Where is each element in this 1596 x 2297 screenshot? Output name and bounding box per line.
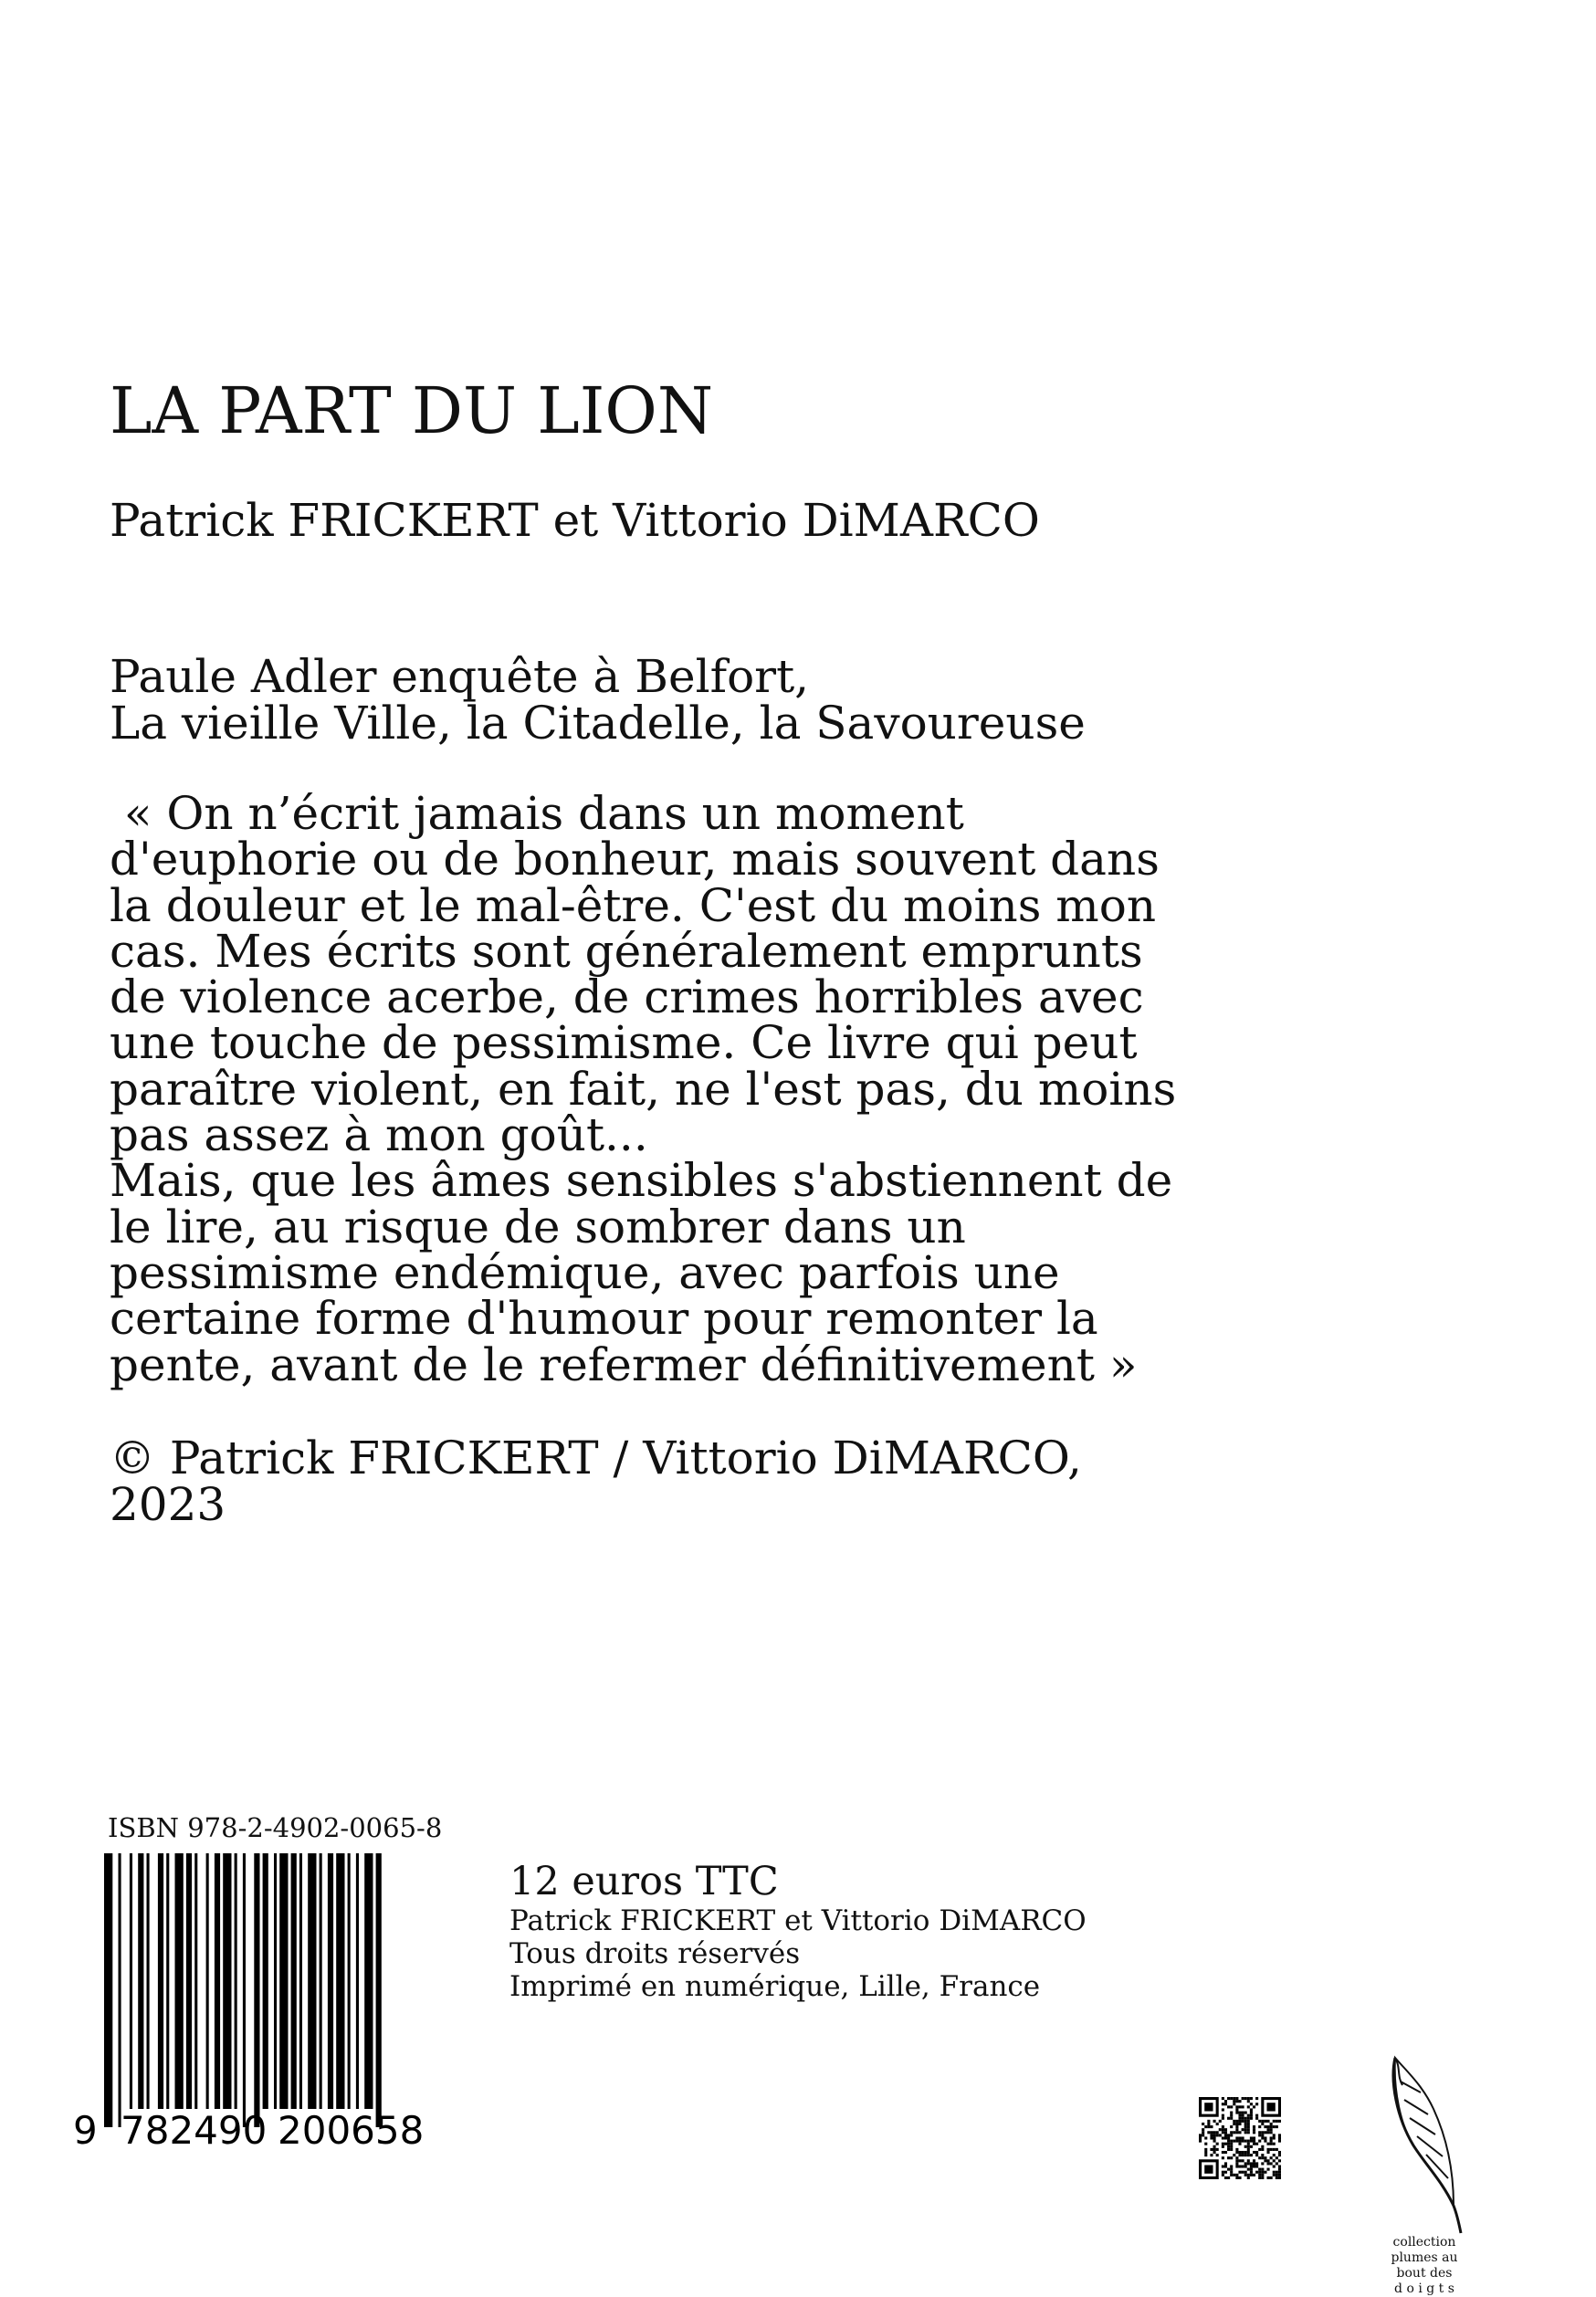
intro-line: La vieille Ville, la Citadelle, la Savoureuse (110, 697, 1086, 750)
blurb-line: pas assez à mon goût... (110, 1108, 648, 1162)
copyright-line: 2023 (110, 1478, 226, 1531)
collection-line: d o i g t s (1394, 2281, 1454, 2296)
blurb-line: cas. Mes écrits sont généralement emprunts (110, 924, 1143, 978)
info-line: Patrick FRICKERT et Vittorio DiMARCO (509, 1904, 1087, 1937)
blurb-line: pessimisme endémique, avec parfois une (110, 1245, 1060, 1299)
book-title: LA PART DU LION (110, 373, 714, 448)
qr-code-icon (1199, 2097, 1281, 2179)
blurb-line: certaine forme d'humour pour remonter la (110, 1292, 1098, 1346)
intro-text (110, 650, 1086, 750)
collection-line: plumes au (1391, 2250, 1458, 2265)
barcode-digits-right: 200658 (278, 2108, 425, 2153)
blurb-line: une touche de pessimisme. Ce livre qui peut (110, 1016, 1138, 1070)
barcode-icon (68, 1853, 451, 2164)
intro-line: Paule Adler enquête à Belfort, (110, 650, 810, 703)
collection-line: collection (1392, 2235, 1456, 2250)
blurb-line: le lire, au risque de sombrer dans un (110, 1200, 966, 1253)
price: 12 euros TTC (509, 1859, 779, 1904)
info-line: Imprimé en numérique, Lille, France (509, 1970, 1041, 2003)
blurb-line: Mais, que les âmes sensibles s'abstiennent de (110, 1154, 1173, 1208)
blurb-quote (110, 787, 1177, 1391)
info-line: Tous droits réservés (509, 1937, 801, 1970)
blurb-line: d'euphorie ou de bonheur, mais souvent dans (110, 833, 1160, 886)
copyright-notice (110, 1432, 1082, 1531)
copyright-line: © Patrick FRICKERT / Vittorio DiMARCO, (110, 1432, 1082, 1484)
isbn-label: ISBN 978-2-4902-0065-8 (108, 1812, 443, 1843)
barcode-digit-first: 9 (73, 2108, 98, 2153)
collection-logo-text (1370, 2235, 1479, 2297)
blurb-line: la douleur et le mal-être. C'est du moins mon (110, 878, 1157, 932)
blurb-line: pente, avant de le refermer définitivement » (110, 1337, 1138, 1391)
blurb-line: « On n’écrit jamais dans un moment (110, 787, 964, 840)
feather-icon (1370, 2045, 1479, 2246)
blurb-line: paraître violent, en fait, ne l'est pas, du moins (110, 1062, 1177, 1116)
barcode-digits-left: 782490 (121, 2108, 268, 2153)
collection-line: bout des (1396, 2266, 1453, 2281)
blurb-line: de violence acerbe, de crimes horribles avec (110, 970, 1144, 1024)
publisher-info (509, 1904, 1087, 2003)
book-authors: Patrick FRICKERT et Vittorio DiMARCO (110, 494, 1040, 547)
